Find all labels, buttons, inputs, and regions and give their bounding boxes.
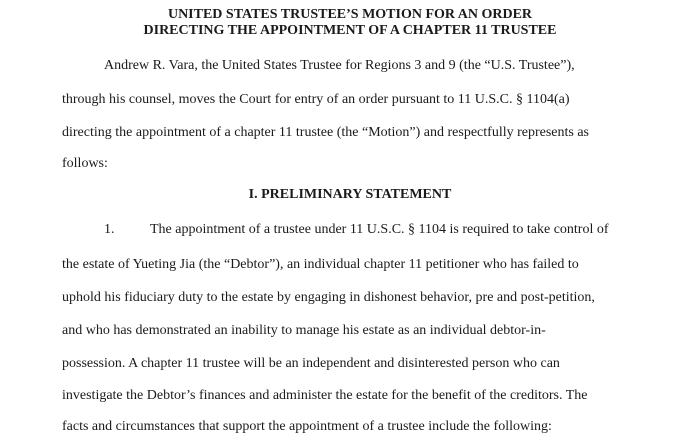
intro-line-1: Andrew R. Vara, the United States Trustee for Regions 3 and 9 (the “U.S. Trustee”), [104,58,575,73]
paragraph-line-7: facts and circumstances that support the appointment of a trustee include the following: [62,419,552,434]
paragraph-number: 1. [104,222,115,237]
paragraph-line-4: and who has demonstrated an inability to manage his estate as an individual debtor-in- [62,323,546,338]
intro-line-3: directing the appointment of a chapter 11 trustee (the “Motion”) and respectfully represents as [62,125,590,140]
document-title-line-2: DIRECTING THE APPOINTMENT OF A CHAPTER 11 TRUSTEE [143,23,557,38]
intro-line-2: through his counsel, moves the Court for entry of an order pursuant to 11 U.S.C. § 1104(a) [62,92,570,107]
paragraph-line-5: possession. A chapter 11 trustee will be an independent and disinterested person who can [62,356,560,371]
paragraph-line-6: investigate the Debtor’s finances and administer the estate for the benefit of the creditors. The [62,388,588,403]
paragraph-line-3: uphold his fiduciary duty to the estate by engaging in dishonest behavior, pre and post-petition, [62,290,595,305]
section-heading: I. PRELIMINARY STATEMENT [248,187,452,202]
intro-line-4: follows: [62,156,108,171]
document-title-line-1: UNITED STATES TRUSTEE’S MOTION FOR AN ORDER [167,7,533,22]
paragraph-line-1: The appointment of a trustee under 11 U.S.C. § 1104 is required to take control of [150,222,609,237]
paragraph-line-2: the estate of Yueting Jia (the “Debtor”), an individual chapter 11 petitioner who has failed to [62,257,579,272]
